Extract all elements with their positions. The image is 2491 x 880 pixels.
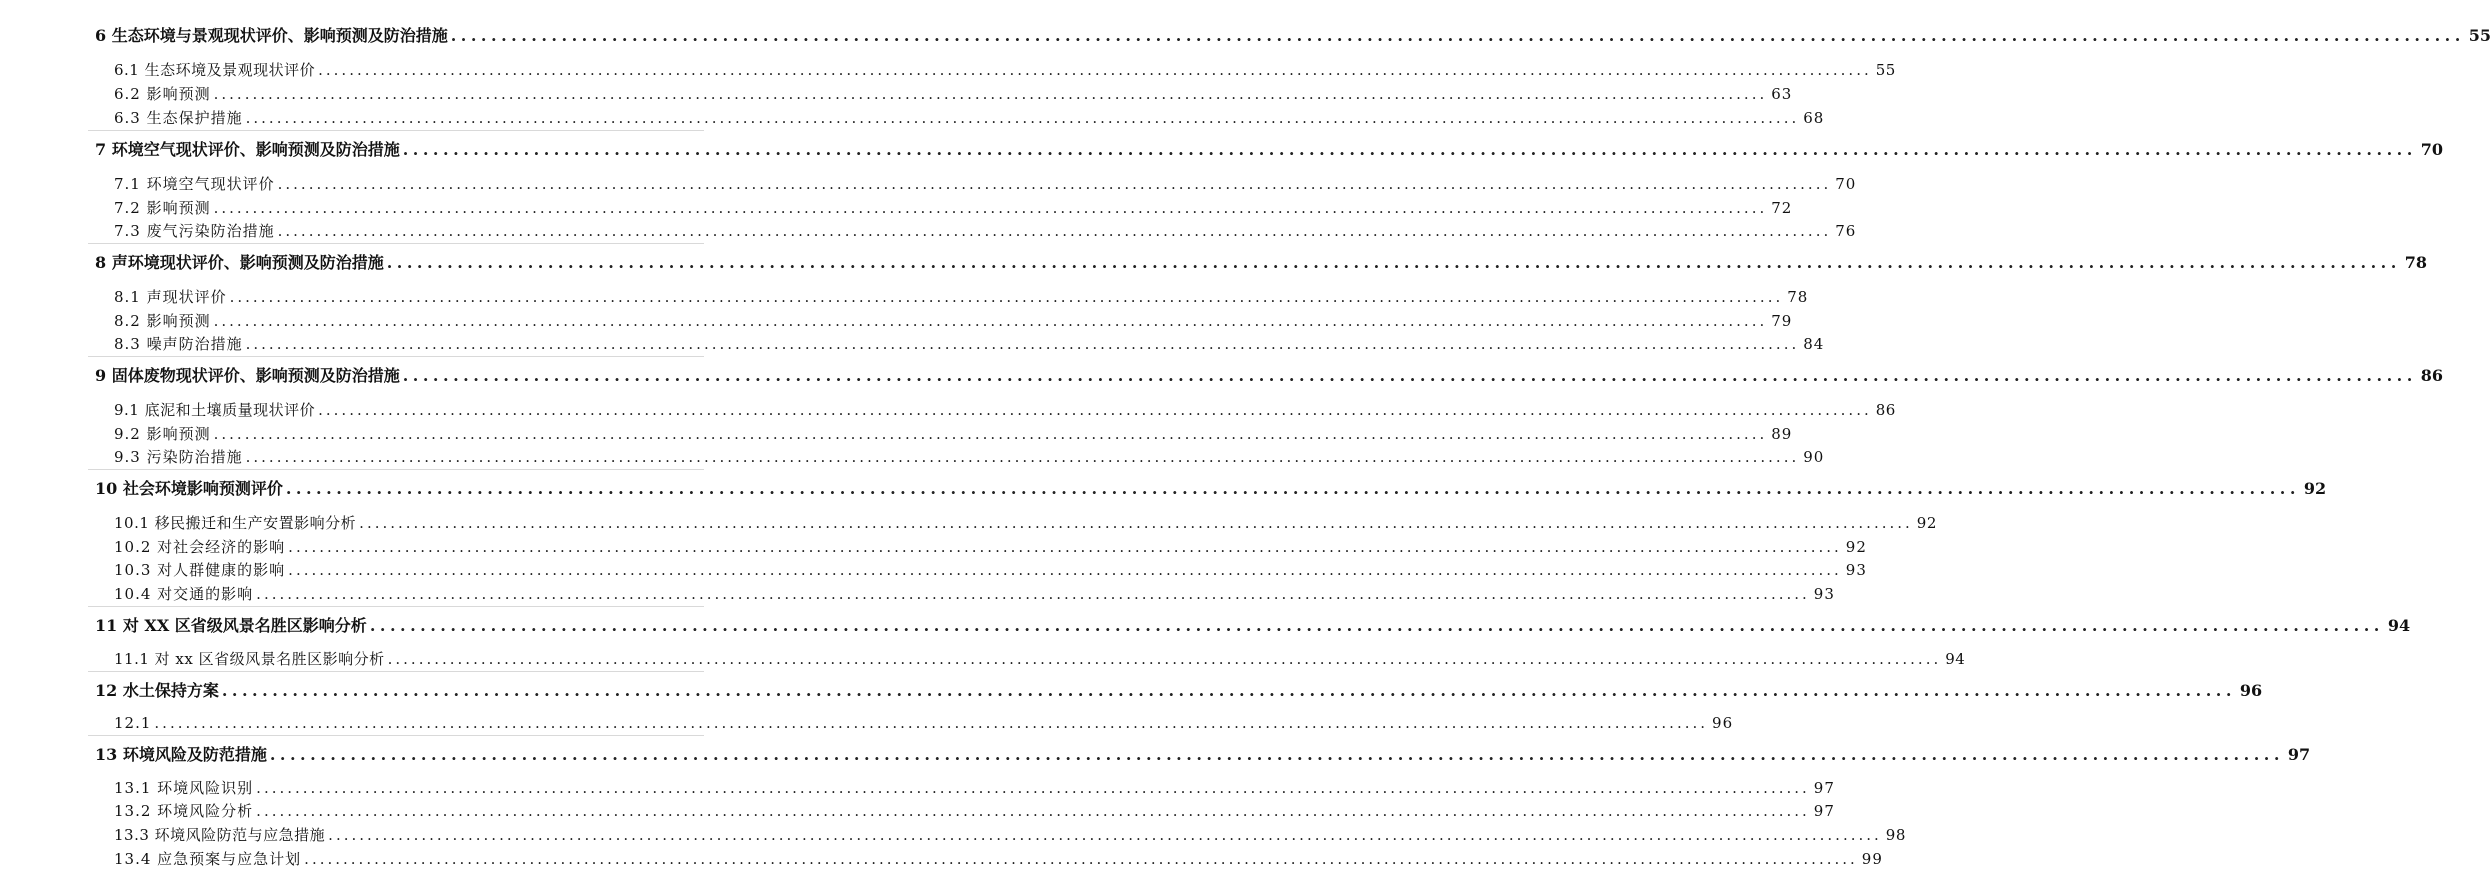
toc-section-title: 7.1 环境空气现状评价	[114, 175, 275, 193]
toc-section-title: 9.1 底泥和土壤质量现状评价	[114, 401, 316, 419]
toc-section-title: 8.1 声现状评价	[114, 288, 227, 306]
toc-section-title: 10.2 对社会经济的影响	[114, 538, 286, 556]
toc-leader-dots: ........................................................................................................................................................................................................	[245, 109, 1800, 127]
toc-page-number: 55	[2468, 26, 2491, 45]
toc-chapter-title: 7 环境空气现状评价、影响预测及防治措施	[95, 140, 400, 159]
toc-chapter-entry[interactable]	[95, 249, 2428, 273]
toc-leader-dots: ........................................................................................................................................................................................................	[359, 514, 1913, 532]
toc-page-number: 96	[1712, 714, 1734, 732]
toc-leader-dots: ........................................................................................................................................................................................................	[277, 222, 1832, 240]
toc-section-entry[interactable]	[114, 580, 1835, 604]
toc-section-title: 13.1 环境风险识别	[114, 779, 254, 797]
toc-page-number: 76	[1835, 222, 1857, 240]
toc-chapter-entry[interactable]	[95, 475, 2327, 499]
toc-chapter-title: 12 水土保持方案	[95, 681, 219, 700]
toc-divider	[88, 671, 704, 672]
toc-section-entry[interactable]	[114, 797, 1835, 821]
toc-leader-dots: ........................................................................................................................................................................................................	[213, 199, 1768, 217]
toc-page-number: 90	[1803, 448, 1825, 466]
toc-page-number: 78	[1787, 288, 1809, 306]
toc-chapter-title: 8 声环境现状评价、影响预测及防治措施	[95, 253, 384, 272]
toc-divider	[88, 606, 704, 607]
toc-section-entry[interactable]	[114, 80, 1793, 104]
toc-leader-dots: ........................................................................................................................................................................................................	[229, 288, 1784, 306]
toc-leader-dots: ........................................................................................................................................................................................................	[386, 253, 2401, 272]
toc-section-entry[interactable]	[114, 307, 1793, 331]
toc-section-title: 13.2 环境风险分析	[114, 802, 254, 820]
toc-section-entry[interactable]	[114, 396, 1896, 420]
toc-section-entry[interactable]	[114, 443, 1825, 467]
toc-leader-dots: ........................................................................................................................................................................................................	[154, 714, 1709, 732]
toc-divider	[88, 243, 704, 244]
toc-page-number: 94	[2387, 616, 2411, 635]
toc-page-number: 72	[1771, 199, 1793, 217]
toc-section-title: 11.1 对 xx 区省级风景名胜区影响分析	[114, 650, 385, 668]
toc-section-entry[interactable]	[114, 194, 1793, 218]
toc-section-entry[interactable]	[114, 709, 1734, 733]
toc-leader-dots: ........................................................................................................................................................................................................	[256, 802, 1810, 820]
toc-leader-dots: ........................................................................................................................................................................................................	[288, 538, 1842, 556]
toc-page-number: 93	[1845, 561, 1867, 579]
toc-section-title: 6.3 生态保护措施	[114, 109, 243, 127]
toc-section-title: 10.4 对交通的影响	[114, 585, 254, 603]
toc-divider	[88, 130, 704, 131]
toc-chapter-entry[interactable]	[95, 136, 2444, 160]
toc-chapter-title: 6 生态环境与景观现状评价、影响预测及防治措施	[95, 26, 448, 45]
toc-section-title: 13.3 环境风险防范与应急措施	[114, 826, 326, 844]
toc-section-entry[interactable]	[114, 845, 1883, 869]
toc-section-entry[interactable]	[114, 533, 1867, 557]
toc-divider	[88, 469, 704, 470]
toc-divider	[88, 356, 704, 357]
toc-leader-dots: ........................................................................................................................................................................................................	[285, 479, 2300, 498]
toc-leader-dots: ........................................................................................................................................................................................................	[245, 335, 1800, 353]
toc-section-title: 7.3 废气污染防治措施	[114, 222, 275, 240]
toc-leader-dots: ........................................................................................................................................................................................................	[387, 650, 1942, 668]
toc-chapter-entry[interactable]	[95, 741, 2311, 765]
toc-page-number: 92	[1916, 514, 1937, 532]
toc-section-title: 8.3 噪声防治措施	[114, 335, 243, 353]
toc-chapter-entry[interactable]	[95, 612, 2411, 636]
toc-chapter-title: 13 环境风险及防范措施	[95, 745, 267, 764]
toc-leader-dots: ........................................................................................................................................................................................................	[318, 61, 1872, 79]
toc-section-title: 8.2 影响预测	[114, 312, 211, 330]
toc-page-number: 78	[2404, 253, 2428, 272]
toc-page-number: 92	[2303, 479, 2327, 498]
toc-leader-dots: ........................................................................................................................................................................................................	[221, 681, 2236, 700]
toc-page-number: 97	[1813, 802, 1835, 820]
toc-leader-dots: ........................................................................................................................................................................................................	[256, 779, 1810, 797]
toc-chapter-entry[interactable]	[95, 22, 2491, 46]
toc-chapter-title: 10 社会环境影响预测评价	[95, 479, 283, 498]
toc-chapter-entry[interactable]	[95, 362, 2444, 386]
toc-page-number: 70	[1835, 175, 1857, 193]
toc-leader-dots: ........................................................................................................................................................................................................	[318, 401, 1872, 419]
toc-section-entry[interactable]	[114, 645, 1966, 669]
toc-page-number: 89	[1771, 425, 1793, 443]
toc-section-entry[interactable]	[114, 104, 1825, 128]
toc-leader-dots: ........................................................................................................................................................................................................	[328, 826, 1882, 844]
toc-leader-dots: ........................................................................................................................................................................................................	[269, 745, 2284, 764]
toc-page-number: 86	[2420, 366, 2444, 385]
toc-divider	[88, 735, 704, 736]
toc-leader-dots: ........................................................................................................................................................................................................	[288, 561, 1842, 579]
toc-section-title: 6.1 生态环境及景观现状评价	[114, 61, 316, 79]
toc-section-entry[interactable]	[114, 556, 1867, 580]
toc-section-entry[interactable]	[114, 821, 1906, 845]
toc-section-title: 7.2 影响预测	[114, 199, 211, 217]
toc-page-number: 97	[2287, 745, 2311, 764]
toc-section-entry[interactable]	[114, 217, 1857, 241]
toc-page-number: 97	[1813, 779, 1835, 797]
toc-page-number: 98	[1885, 826, 1906, 844]
toc-section-title: 10.1 移民搬迁和生产安置影响分析	[114, 514, 357, 532]
toc-chapter-entry[interactable]	[95, 677, 2263, 701]
toc-section-entry[interactable]	[114, 330, 1825, 354]
toc-leader-dots: ........................................................................................................................................................................................................	[402, 366, 2417, 385]
toc-page-number: 94	[1945, 650, 1966, 668]
toc-page-number: 86	[1875, 401, 1896, 419]
toc-leader-dots: ........................................................................................................................................................................................................	[277, 175, 1832, 193]
toc-leader-dots: ........................................................................................................................................................................................................	[256, 585, 1810, 603]
toc-section-entry[interactable]	[114, 283, 1809, 307]
toc-chapter-title: 11 对 XX 区省级风景名胜区影响分析	[95, 616, 367, 635]
toc-page-number: 55	[1875, 61, 1896, 79]
toc-leader-dots: ........................................................................................................................................................................................................	[213, 85, 1768, 103]
toc-section-title: 6.2 影响预测	[114, 85, 211, 103]
toc-section-title: 13.4 应急预案与应急计划	[114, 850, 302, 868]
toc-section-entry[interactable]	[114, 509, 1937, 533]
toc-leader-dots: ........................................................................................................................................................................................................	[369, 616, 2384, 635]
toc-leader-dots: ........................................................................................................................................................................................................	[304, 850, 1858, 868]
toc-section-entry[interactable]	[114, 56, 1896, 80]
toc-chapter-title: 9 固体废物现状评价、影响预测及防治措施	[95, 366, 400, 385]
toc-leader-dots: ........................................................................................................................................................................................................	[450, 26, 2465, 45]
toc-page-number: 70	[2420, 140, 2444, 159]
toc-page-number: 79	[1771, 312, 1793, 330]
toc-page-number: 92	[1845, 538, 1867, 556]
toc-leader-dots: ........................................................................................................................................................................................................	[245, 448, 1800, 466]
toc-page-number: 63	[1771, 85, 1793, 103]
toc-page-number: 93	[1813, 585, 1835, 603]
toc-page-number: 84	[1803, 335, 1825, 353]
toc-leader-dots: ........................................................................................................................................................................................................	[213, 312, 1768, 330]
toc-section-title: 12.1	[114, 714, 152, 732]
toc-section-title: 9.3 污染防治措施	[114, 448, 243, 466]
toc-section-title: 9.2 影响预测	[114, 425, 211, 443]
toc-page-number: 99	[1861, 850, 1883, 868]
toc-leader-dots: ........................................................................................................................................................................................................	[402, 140, 2417, 159]
toc-leader-dots: ........................................................................................................................................................................................................	[213, 425, 1768, 443]
toc-section-entry[interactable]	[114, 774, 1835, 798]
toc-section-entry[interactable]	[114, 170, 1857, 194]
toc-section-entry[interactable]	[114, 420, 1793, 444]
toc-page-number: 68	[1803, 109, 1825, 127]
toc-page-number: 96	[2239, 681, 2263, 700]
toc-section-title: 10.3 对人群健康的影响	[114, 561, 286, 579]
